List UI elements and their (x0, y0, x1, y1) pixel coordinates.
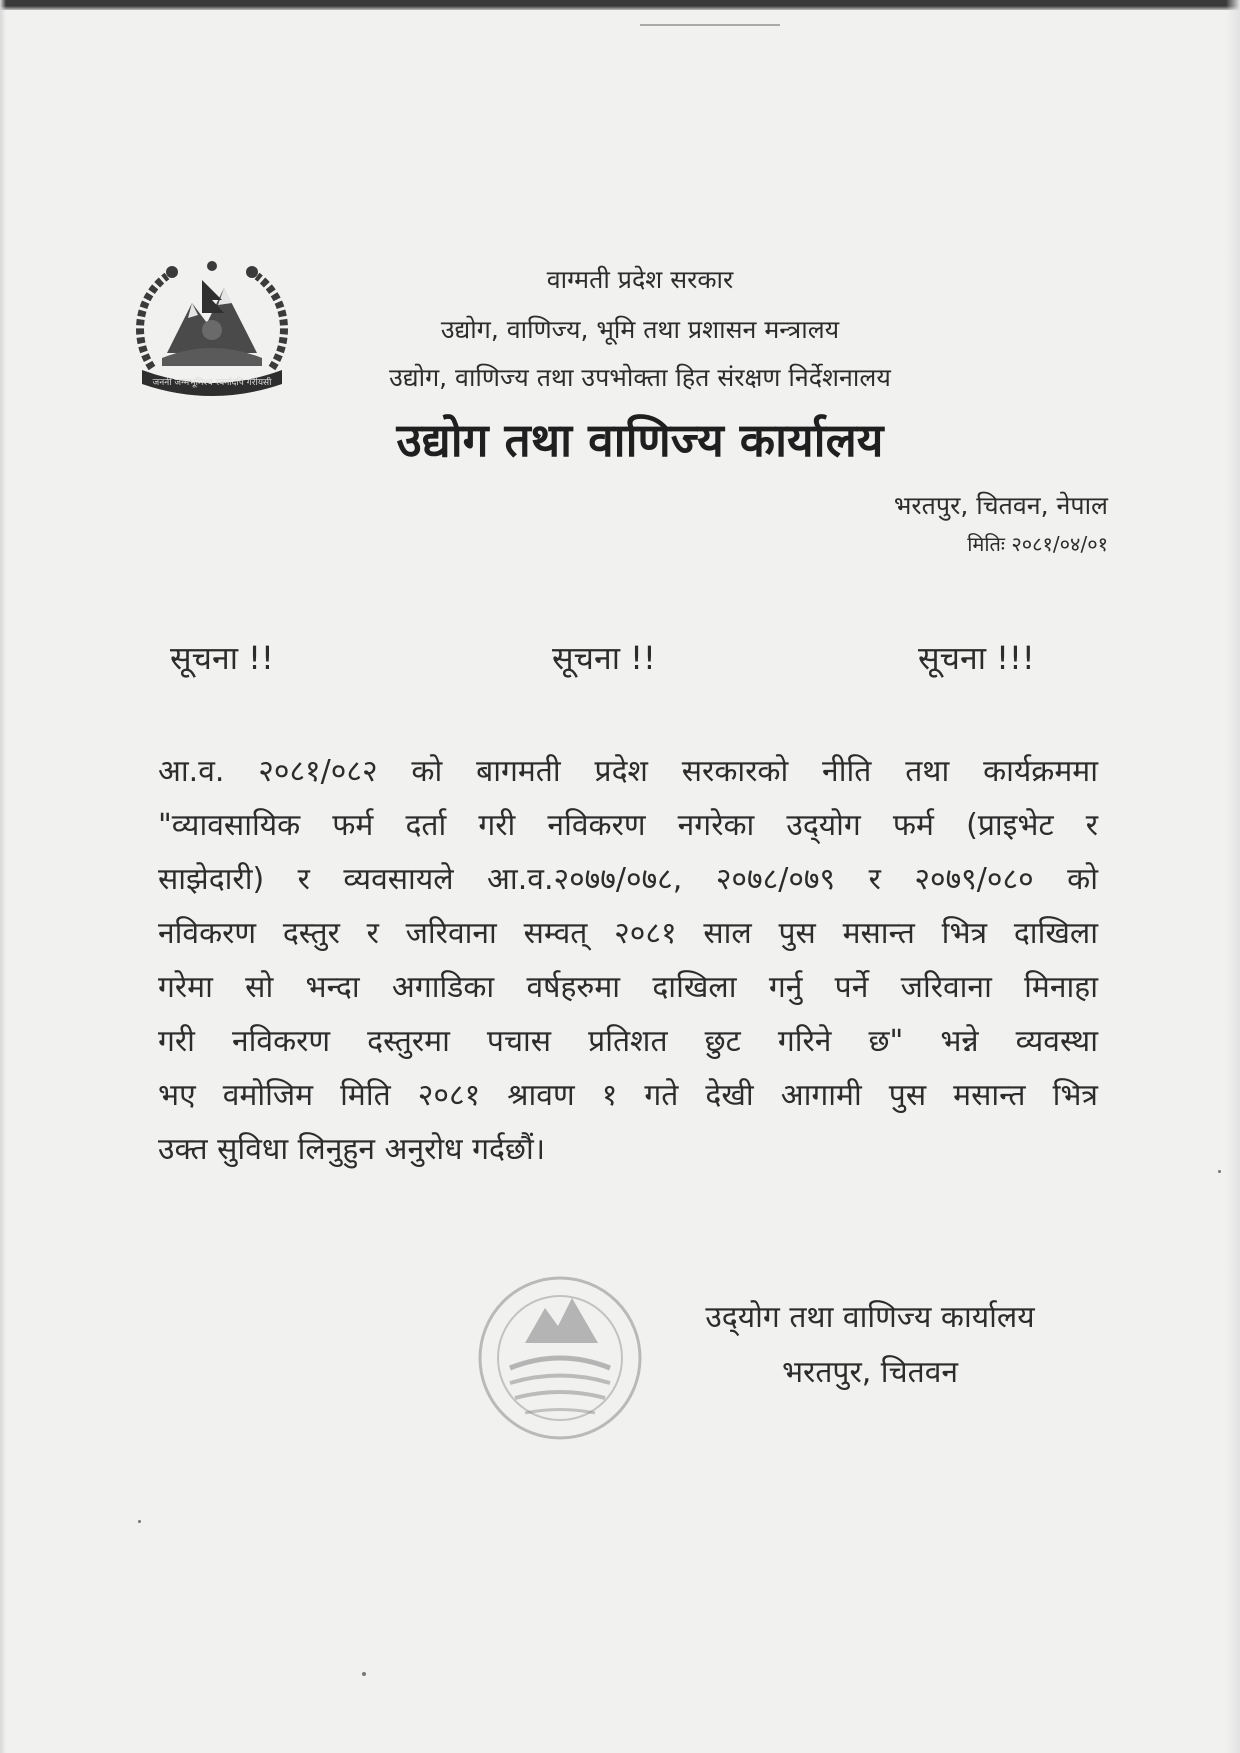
svg-text:जननी जन्मभूमिश्च स्वर्गादपि गर: जननी जन्मभूमिश्च स्वर्गादपि गरीयसी (152, 378, 272, 388)
body-line: आ.व. २०८१/०८२ को बागमती प्रदेश सरकारको नीति तथा कार्यक्रममा (158, 754, 1098, 789)
body-line: भए वमोजिम मिति २०८१ श्रावण १ गते देखी आगामी पुस मसान्त भित्र (158, 1078, 1098, 1113)
scan-artifact-line (640, 24, 780, 26)
directorate-name: उद्योग, वाणिज्य तथा उपभोक्ता हित संरक्षण निर्देशनालय (389, 363, 891, 392)
ministry-name: उद्योग, वाणिज्य, भूमि तथा प्रशासन मन्त्रालय (440, 315, 840, 344)
notice-heading-right: सूचना !!! (918, 639, 1035, 677)
scan-speck (1218, 1170, 1221, 1173)
body-line: साझेदारी) र व्यवसायले आ.व.२०७७/०७८, २०७८/०७९ र २०७९/०८० को (158, 862, 1098, 897)
signature-office-name: उद्‌योग तथा वाणिज्य कार्यालय (705, 1300, 1035, 1335)
province-government-name: वाग्मती प्रदेश सरकार (546, 265, 734, 294)
signature-office-location: भरतपुर, चितवन (781, 1355, 959, 1390)
office-stamp-icon (470, 1268, 650, 1448)
scan-top-edge (0, 0, 1240, 10)
scan-left-edge (0, 0, 6, 1753)
notice-heading-center: सूचना !! (552, 639, 656, 677)
body-line: उक्त सुविधा लिनुहुन अनुरोध गर्दछौं। (158, 1132, 546, 1167)
nepal-emblem-icon (132, 258, 292, 398)
body-line: "व्यावसायिक फर्म दर्ता गरी नविकरण नगरेका उद्‌योग फर्म (प्राइभेट र (158, 808, 1098, 843)
scan-speck (138, 1520, 141, 1523)
scan-speck (362, 1672, 366, 1676)
notice-heading-left: सूचना !! (170, 639, 274, 677)
body-line: गरी नविकरण दस्तुरमा पचास प्रतिशत छुट गरिने छ" भन्ने व्यवस्था (158, 1024, 1098, 1059)
body-line: गरेमा सो भन्दा अगाडिका वर्षहरुमा दाखिला गर्नु पर्ने जरिवाना मिनाहा (158, 970, 1098, 1005)
body-line: नविकरण दस्तुर र जरिवाना सम्वत् २०८१ साल पुस मसान्त भित्र दाखिला (158, 916, 1098, 951)
notice-body (158, 745, 1098, 1177)
notice-date: मितिः २०८१/०४/०१ (967, 532, 1108, 556)
scan-right-edge (1226, 0, 1240, 1753)
office-address: भरतपुर, चितवन, नेपाल (893, 491, 1108, 520)
office-title: उद्योग तथा वाणिज्य कार्यालय (396, 413, 884, 467)
